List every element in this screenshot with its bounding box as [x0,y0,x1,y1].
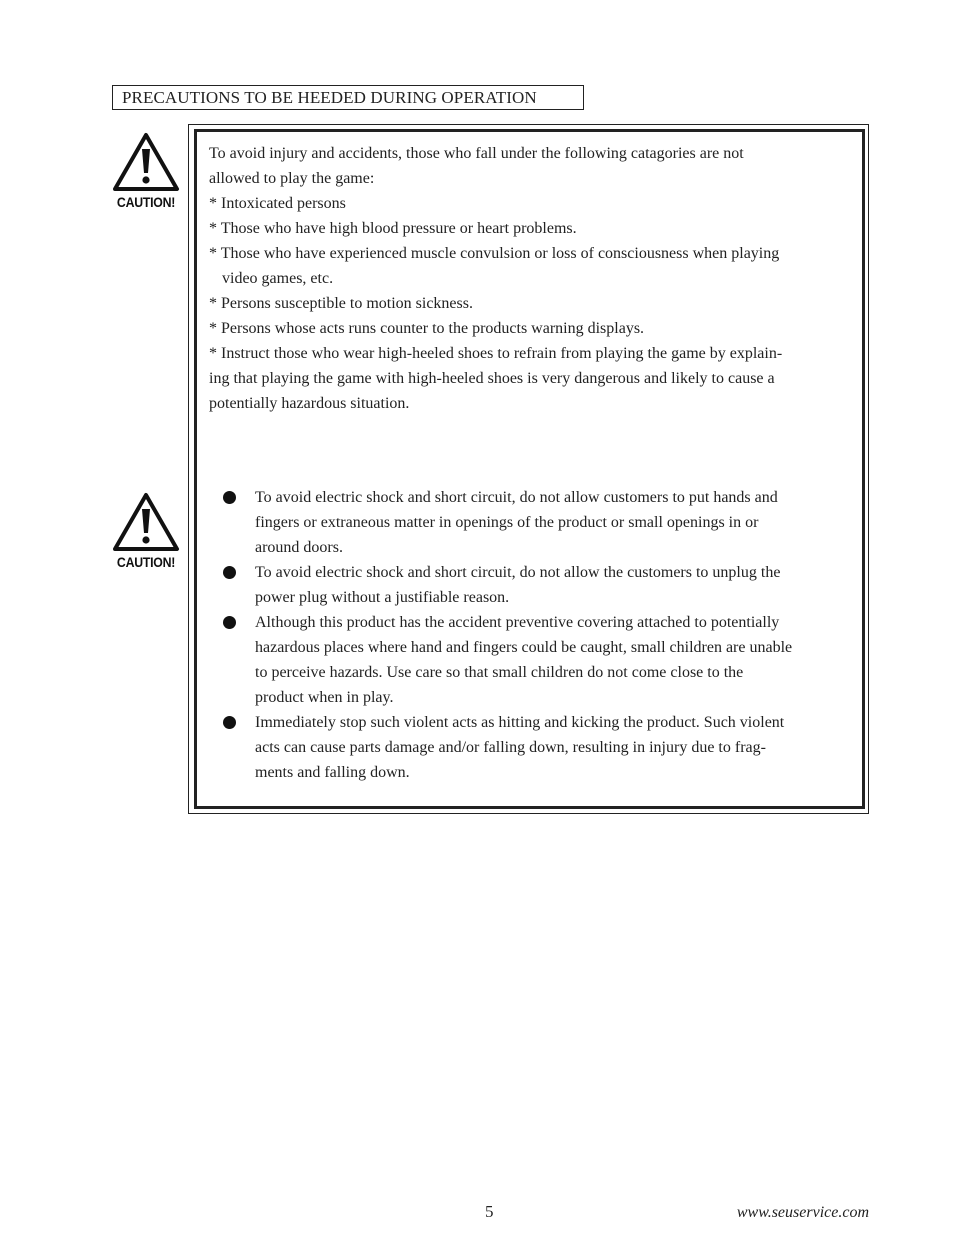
text-line: To avoid electric shock and short circuit, do not allow customers to put hands and [255,489,778,506]
text-line: To avoid electric shock and short circuit, do not allow the customers to unplug the [255,564,781,581]
text-line: Immediately stop such violent acts as hitting and kicking the product. Such violent [255,714,785,731]
bullet-icon [223,566,236,579]
text-line: allowed to play the game: [209,170,375,187]
bullet-icon [223,616,236,629]
text-line: To avoid injury and accidents, those who fall under the following catagories are not [209,145,744,162]
bullet-icon [223,716,236,729]
footer-url: www.seuservice.com [736,1204,869,1221]
caution-marker-2 [110,492,182,570]
warning-triangle-icon [112,132,180,192]
list-item-continuation: potentially hazardous situation. [209,395,410,412]
bullet-icon [223,491,236,504]
safety-bullets [220,485,840,785]
list-item-continuation: video games, etc. [222,270,334,287]
list-item: * Intoxicated persons [209,195,346,212]
list-item: * Those who have experienced muscle convulsion or loss of consciousness when playing [209,245,780,262]
page-number: 5 [485,1202,494,1221]
list-item: * Persons susceptible to motion sickness. [209,295,473,312]
text-line: hazardous places where hand and fingers could be caught, small children are unable [255,639,793,656]
text-line: product when in play. [255,689,394,706]
list-item: * Persons whose acts runs counter to the products warning displays. [209,320,645,337]
section-title: PRECAUTIONS TO BE HEEDED DURING OPERATION [112,85,584,110]
list-item: * Those who have high blood pressure or heart problems. [209,220,577,237]
text-line: fingers or extraneous matter in openings of the product or small openings in or [255,514,759,531]
bullet-item-power-plug [220,560,840,610]
text-line: Although this product has the accident preventive covering attached to potentially [255,614,780,631]
text-line: around doors. [255,539,343,556]
text-line: ments and falling down. [255,764,410,781]
caution-label: CAUTION! [116,194,176,210]
list-item: * Instruct those who wear high-heeled shoes to refrain from playing the game by explain- [209,345,783,362]
text-line: to perceive hazards. Use care so that small children do not come close to the [255,664,744,681]
text-line: power plug without a justifiable reason. [255,589,510,606]
bullet-item-small-children [220,610,840,710]
list-item-continuation: ing that playing the game with high-heeled shoes is very dangerous and likely to cause a [209,370,775,387]
bullet-item-electric-openings [220,485,840,560]
caution-marker-1 [110,132,182,210]
text-line: acts can cause parts damage and/or falling down, resulting in injury due to frag- [255,739,766,756]
bullet-item-violent-acts [220,710,840,785]
player-restrictions-text [209,141,839,416]
warning-triangle-icon [112,492,180,552]
caution-label: CAUTION! [116,554,176,570]
